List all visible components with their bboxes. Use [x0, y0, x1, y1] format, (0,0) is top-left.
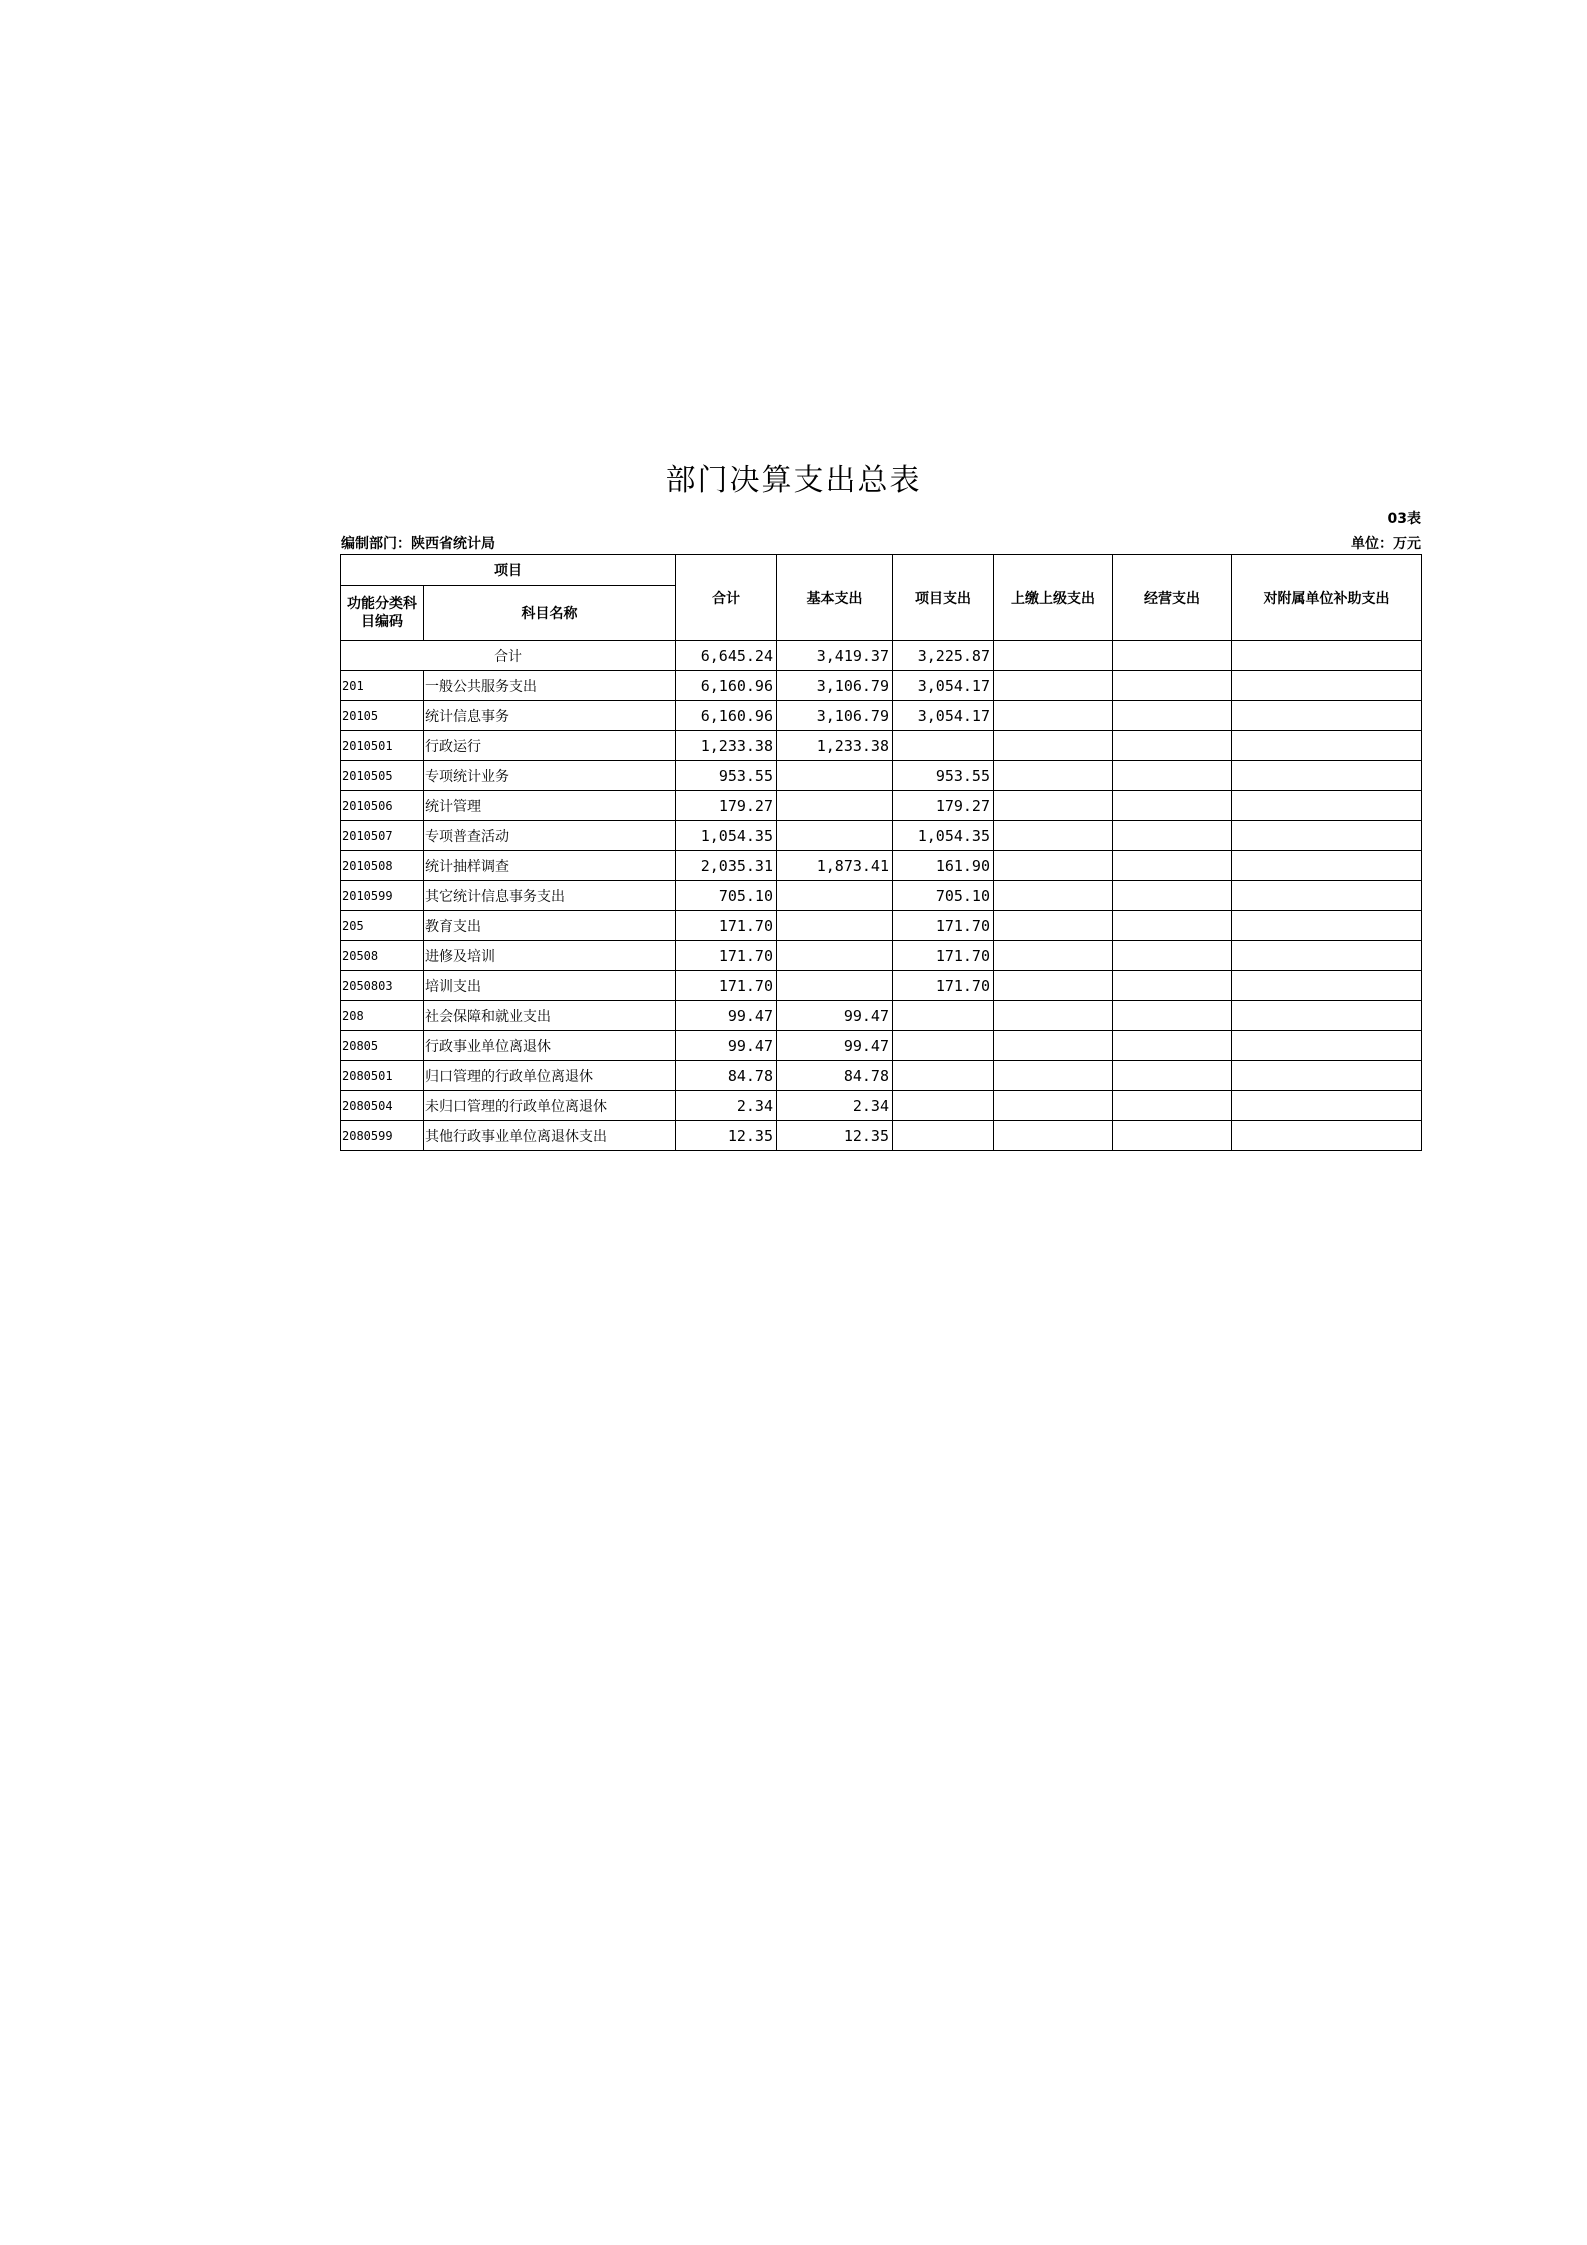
header-upper: 上缴上级支出	[994, 555, 1113, 641]
row-business	[1113, 851, 1232, 881]
row-business	[1113, 761, 1232, 791]
table-row	[341, 1061, 1422, 1091]
header-name: 科目名称	[424, 586, 676, 641]
row-total: 171.70	[676, 911, 777, 941]
table-row	[341, 941, 1422, 971]
row-name: 其他行政事业单位离退休支出	[424, 1121, 676, 1151]
row-total: 6,160.96	[676, 671, 777, 701]
row-business	[1113, 971, 1232, 1001]
row-basic: 84.78	[777, 1061, 893, 1091]
row-code: 2080599	[341, 1121, 424, 1151]
header-project: 项目	[341, 555, 676, 586]
row-subsidy	[1232, 701, 1422, 731]
row-name: 行政运行	[424, 731, 676, 761]
table-row	[341, 971, 1422, 1001]
total-row	[341, 641, 1422, 671]
row-business	[1113, 1001, 1232, 1031]
row-basic	[777, 791, 893, 821]
row-total: 1,054.35	[676, 821, 777, 851]
row-code: 20508	[341, 941, 424, 971]
row-code: 2080501	[341, 1061, 424, 1091]
row-upper	[994, 1121, 1113, 1151]
total-project: 3,225.87	[893, 641, 994, 671]
row-subsidy	[1232, 881, 1422, 911]
row-business	[1113, 1031, 1232, 1061]
row-upper	[994, 821, 1113, 851]
row-total: 171.70	[676, 971, 777, 1001]
row-business	[1113, 1091, 1232, 1121]
row-code: 2010508	[341, 851, 424, 881]
row-basic: 99.47	[777, 1031, 893, 1061]
row-upper	[994, 851, 1113, 881]
row-project: 1,054.35	[893, 821, 994, 851]
row-code: 2080504	[341, 1091, 424, 1121]
row-basic: 1,233.38	[777, 731, 893, 761]
row-project	[893, 731, 994, 761]
header-code: 功能分类科目编码	[341, 586, 424, 641]
row-upper	[994, 791, 1113, 821]
row-business	[1113, 941, 1232, 971]
row-code: 208	[341, 1001, 424, 1031]
row-business	[1113, 731, 1232, 761]
row-project: 3,054.17	[893, 701, 994, 731]
row-name: 进修及培训	[424, 941, 676, 971]
row-upper	[994, 971, 1113, 1001]
row-name: 教育支出	[424, 911, 676, 941]
row-upper	[994, 1091, 1113, 1121]
row-project: 171.70	[893, 941, 994, 971]
row-code: 20105	[341, 701, 424, 731]
row-basic	[777, 971, 893, 1001]
row-project: 161.90	[893, 851, 994, 881]
row-total: 705.10	[676, 881, 777, 911]
total-basic: 3,419.37	[777, 641, 893, 671]
row-name: 未归口管理的行政单位离退休	[424, 1091, 676, 1121]
row-subsidy	[1232, 1091, 1422, 1121]
row-name: 统计信息事务	[424, 701, 676, 731]
row-name: 一般公共服务支出	[424, 671, 676, 701]
row-subsidy	[1232, 731, 1422, 761]
table-row	[341, 791, 1422, 821]
unit-label: 单位：万元	[1351, 536, 1421, 552]
row-basic: 99.47	[777, 1001, 893, 1031]
row-code: 20805	[341, 1031, 424, 1061]
row-total: 12.35	[676, 1121, 777, 1151]
row-subsidy	[1232, 791, 1422, 821]
row-upper	[994, 671, 1113, 701]
row-total: 6,160.96	[676, 701, 777, 731]
total-label: 合计	[341, 641, 676, 671]
row-total: 84.78	[676, 1061, 777, 1091]
table-row	[341, 671, 1422, 701]
row-name: 其它统计信息事务支出	[424, 881, 676, 911]
row-basic: 12.35	[777, 1121, 893, 1151]
row-basic: 1,873.41	[777, 851, 893, 881]
row-basic	[777, 881, 893, 911]
row-business	[1113, 821, 1232, 851]
row-subsidy	[1232, 971, 1422, 1001]
table-row	[341, 761, 1422, 791]
row-total: 1,233.38	[676, 731, 777, 761]
header-business: 经营支出	[1113, 555, 1232, 641]
row-business	[1113, 881, 1232, 911]
row-code: 2010599	[341, 881, 424, 911]
row-project: 171.70	[893, 971, 994, 1001]
row-project: 953.55	[893, 761, 994, 791]
row-upper	[994, 761, 1113, 791]
row-name: 社会保障和就业支出	[424, 1001, 676, 1031]
row-code: 2010505	[341, 761, 424, 791]
row-subsidy	[1232, 1061, 1422, 1091]
row-basic: 2.34	[777, 1091, 893, 1121]
total-subsidy	[1232, 641, 1422, 671]
total-business	[1113, 641, 1232, 671]
row-basic	[777, 911, 893, 941]
department-label: 编制部门：陕西省统计局	[341, 536, 495, 552]
row-name: 专项普查活动	[424, 821, 676, 851]
page-title: 部门决算支出总表	[665, 463, 922, 498]
header-basic: 基本支出	[777, 555, 893, 641]
row-code: 2010506	[341, 791, 424, 821]
row-upper	[994, 1001, 1113, 1031]
row-business	[1113, 911, 1232, 941]
row-subsidy	[1232, 761, 1422, 791]
table-row	[341, 881, 1422, 911]
table-row	[341, 911, 1422, 941]
table-row	[341, 701, 1422, 731]
row-total: 99.47	[676, 1031, 777, 1061]
row-name: 统计管理	[424, 791, 676, 821]
row-upper	[994, 911, 1113, 941]
row-total: 953.55	[676, 761, 777, 791]
row-subsidy	[1232, 1121, 1422, 1151]
header-total: 合计	[676, 555, 777, 641]
row-project: 3,054.17	[893, 671, 994, 701]
row-code: 2010501	[341, 731, 424, 761]
row-code: 2010507	[341, 821, 424, 851]
table-row	[341, 1001, 1422, 1031]
row-project	[893, 1001, 994, 1031]
row-subsidy	[1232, 671, 1422, 701]
total-upper	[994, 641, 1113, 671]
row-project	[893, 1121, 994, 1151]
table-row	[341, 1031, 1422, 1061]
row-name: 培训支出	[424, 971, 676, 1001]
row-upper	[994, 1031, 1113, 1061]
row-upper	[994, 701, 1113, 731]
row-code: 201	[341, 671, 424, 701]
row-basic	[777, 761, 893, 791]
row-project: 179.27	[893, 791, 994, 821]
row-subsidy	[1232, 1001, 1422, 1031]
row-name: 行政事业单位离退休	[424, 1031, 676, 1061]
row-basic: 3,106.79	[777, 671, 893, 701]
row-project	[893, 1031, 994, 1061]
row-business	[1113, 671, 1232, 701]
row-name: 统计抽样调查	[424, 851, 676, 881]
header-project-expense: 项目支出	[893, 555, 994, 641]
row-subsidy	[1232, 1031, 1422, 1061]
expenditure-table	[340, 554, 1422, 1151]
row-upper	[994, 1061, 1113, 1091]
total-total: 6,645.24	[676, 641, 777, 671]
table-row	[341, 731, 1422, 761]
row-upper	[994, 881, 1113, 911]
row-basic	[777, 941, 893, 971]
table-number: 03表	[1387, 511, 1421, 527]
table-row	[341, 1091, 1422, 1121]
row-upper	[994, 941, 1113, 971]
row-basic: 3,106.79	[777, 701, 893, 731]
row-total: 99.47	[676, 1001, 777, 1031]
table-row	[341, 851, 1422, 881]
table-row	[341, 821, 1422, 851]
row-business	[1113, 1061, 1232, 1091]
row-total: 2.34	[676, 1091, 777, 1121]
row-subsidy	[1232, 821, 1422, 851]
row-code: 205	[341, 911, 424, 941]
row-business	[1113, 791, 1232, 821]
row-subsidy	[1232, 851, 1422, 881]
row-project	[893, 1061, 994, 1091]
row-total: 179.27	[676, 791, 777, 821]
row-project: 705.10	[893, 881, 994, 911]
header-subsidy: 对附属单位补助支出	[1232, 555, 1422, 641]
table-row	[341, 1121, 1422, 1151]
row-name: 专项统计业务	[424, 761, 676, 791]
row-subsidy	[1232, 941, 1422, 971]
row-business	[1113, 1121, 1232, 1151]
row-project	[893, 1091, 994, 1121]
row-total: 2,035.31	[676, 851, 777, 881]
row-subsidy	[1232, 911, 1422, 941]
row-code: 2050803	[341, 971, 424, 1001]
row-basic	[777, 821, 893, 851]
row-upper	[994, 731, 1113, 761]
row-total: 171.70	[676, 941, 777, 971]
row-name: 归口管理的行政单位离退休	[424, 1061, 676, 1091]
row-project: 171.70	[893, 911, 994, 941]
row-business	[1113, 701, 1232, 731]
